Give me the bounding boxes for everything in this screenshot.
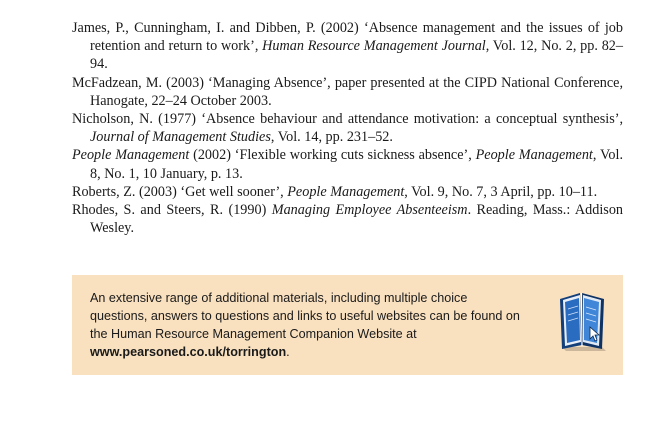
reference-text: Nicholson, N. (1977) ‘Absence behaviour and attendance motivation: a conceptual synthesis’,	[72, 111, 623, 128]
reference-text: . Reading, Mass.: Addison Wesley.	[90, 202, 624, 237]
open-book-icon	[556, 289, 608, 353]
reference-nicholson	[72, 110, 623, 146]
reference-text: , Vol. 14, pp. 231–52.	[270, 129, 393, 146]
companion-website-text	[90, 289, 520, 361]
reference-rhodes	[72, 201, 623, 237]
reference-text: Rhodes, S. and Steers, R. (1990)	[72, 202, 272, 219]
reference-james	[72, 19, 623, 74]
companion-website-link[interactable]: www.pearsoned.co.uk/torrington	[90, 345, 287, 359]
reference-journal: People Management	[72, 147, 190, 164]
reference-text: James, P., Cunningham, I. and Dibben, P. (2002) ‘Absence management and the issues of job retention and return to work’,	[72, 20, 623, 55]
reference-text: , Vol. 8, No. 1, 10 January, p. 13.	[90, 147, 623, 182]
reference-people-management	[72, 146, 623, 182]
reference-text: , Vol. 9, No. 7, 3 April, pp. 10–11.	[404, 183, 598, 200]
reference-text: (2002) ‘Flexible working cuts sickness absence’,	[189, 147, 476, 164]
reference-journal: People Management	[475, 147, 593, 164]
reference-journal: Human Resource Management Journal	[262, 38, 486, 55]
reference-list	[72, 19, 623, 237]
reference-journal: Journal of Management Studies	[90, 129, 271, 146]
reference-journal: People Management	[287, 183, 405, 200]
reference-roberts	[72, 183, 623, 201]
reference-text: , Vol. 12, No. 2, pp. 82–94.	[90, 38, 623, 73]
companion-website-box	[72, 275, 623, 375]
companion-description: An extensive range of additional materials, including multiple choice questions, answers to questions and links to useful websites can be found on the Human Resource Management Companion Website at	[90, 291, 520, 341]
reference-text: McFadzean, M. (2003) ‘Managing Absence’, paper presented at the CIPD National Conference, Hanogate, 22–24 October 2003.	[72, 74, 623, 109]
companion-period: .	[286, 345, 290, 359]
reference-text: Roberts, Z. (2003) ‘Get well sooner’,	[72, 183, 288, 200]
reference-book-title: Managing Employee Absenteeism	[271, 202, 468, 219]
reference-mcfadzean	[72, 74, 623, 110]
